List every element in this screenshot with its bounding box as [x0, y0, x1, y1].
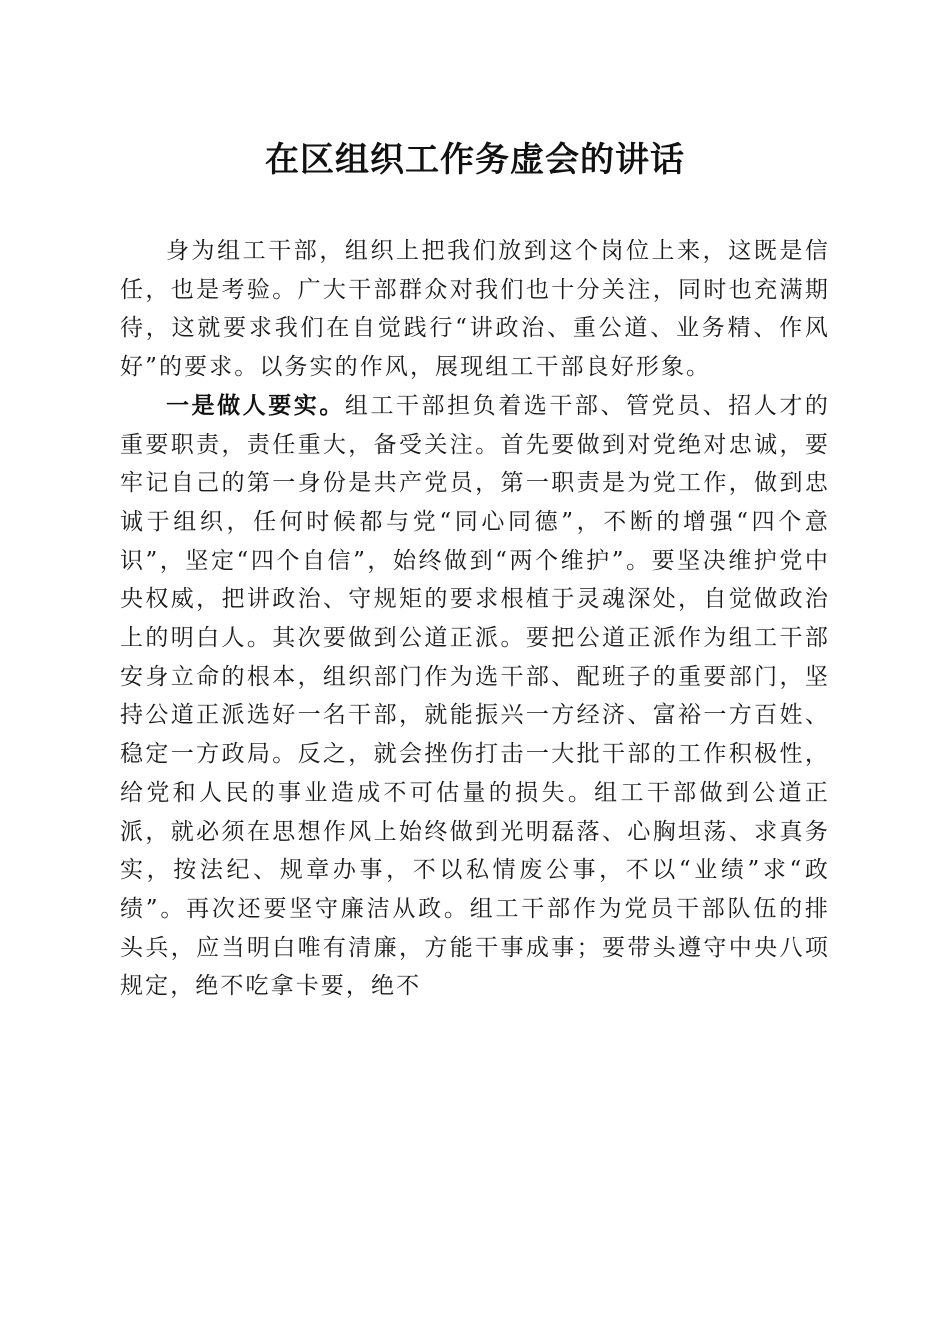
document-body — [120, 232, 830, 1006]
paragraph-point-one — [120, 387, 830, 1006]
paragraph-lead-heading: 一是做人要实。 — [166, 391, 345, 419]
document-title: 在区组织工作务虚会的讲话 — [265, 140, 685, 180]
paragraph-point-one-text: 组工干部担负着选干部、管党员、招人才的重要职责，责任重大，备受关注。首先要做到对党绝对忠诚，要牢记自己的第一身份是共产党员，第一职责是为党工作，做到忠诚于组织，任何时候都与党“同心同德”，不断的增强“四个意识”，坚定“四个自信”，始终做到“两个维护”。要坚决维护党中央权威，把讲政治、守规矩的要求根植于灵魂深处，自觉做政治上的明白人。其次要做到公道正派。要把公道正派作为组工干部安身立命的根本，组织部门作为选干部、配班子的重要部门，坚持公道正派选好一名干部，就能振兴一方经济、富裕一方百姓、稳定一方政局。反之，就会挫伤打击一大批干部的工作积极性，给党和人民的事业造成不可估量的损失。组工干部做到公道正派，就必须在思想作风上始终做到光明磊落、心胸坦荡、求真务实，按法纪、规章办事，不以私情废公事，不以“业绩”求“政绩”。再次还要坚守廉洁从政。组工干部作为党员干部队伍的排头兵，应当明白唯有清廉，方能干事成事；要带头遵守中央八项规定，绝不吃拿卡要，绝不 — [120, 392, 830, 1000]
paragraph-intro: 身为组工干部，组织上把我们放到这个岗位上来，这既是信任，也是考验。广大干部群众对我们也十分关注，同时也充满期待，这就要求我们在自觉践行“讲政治、重公道、业务精、作风好”的要求。以务实的作风，展现组工干部良好形象。 — [120, 238, 830, 381]
